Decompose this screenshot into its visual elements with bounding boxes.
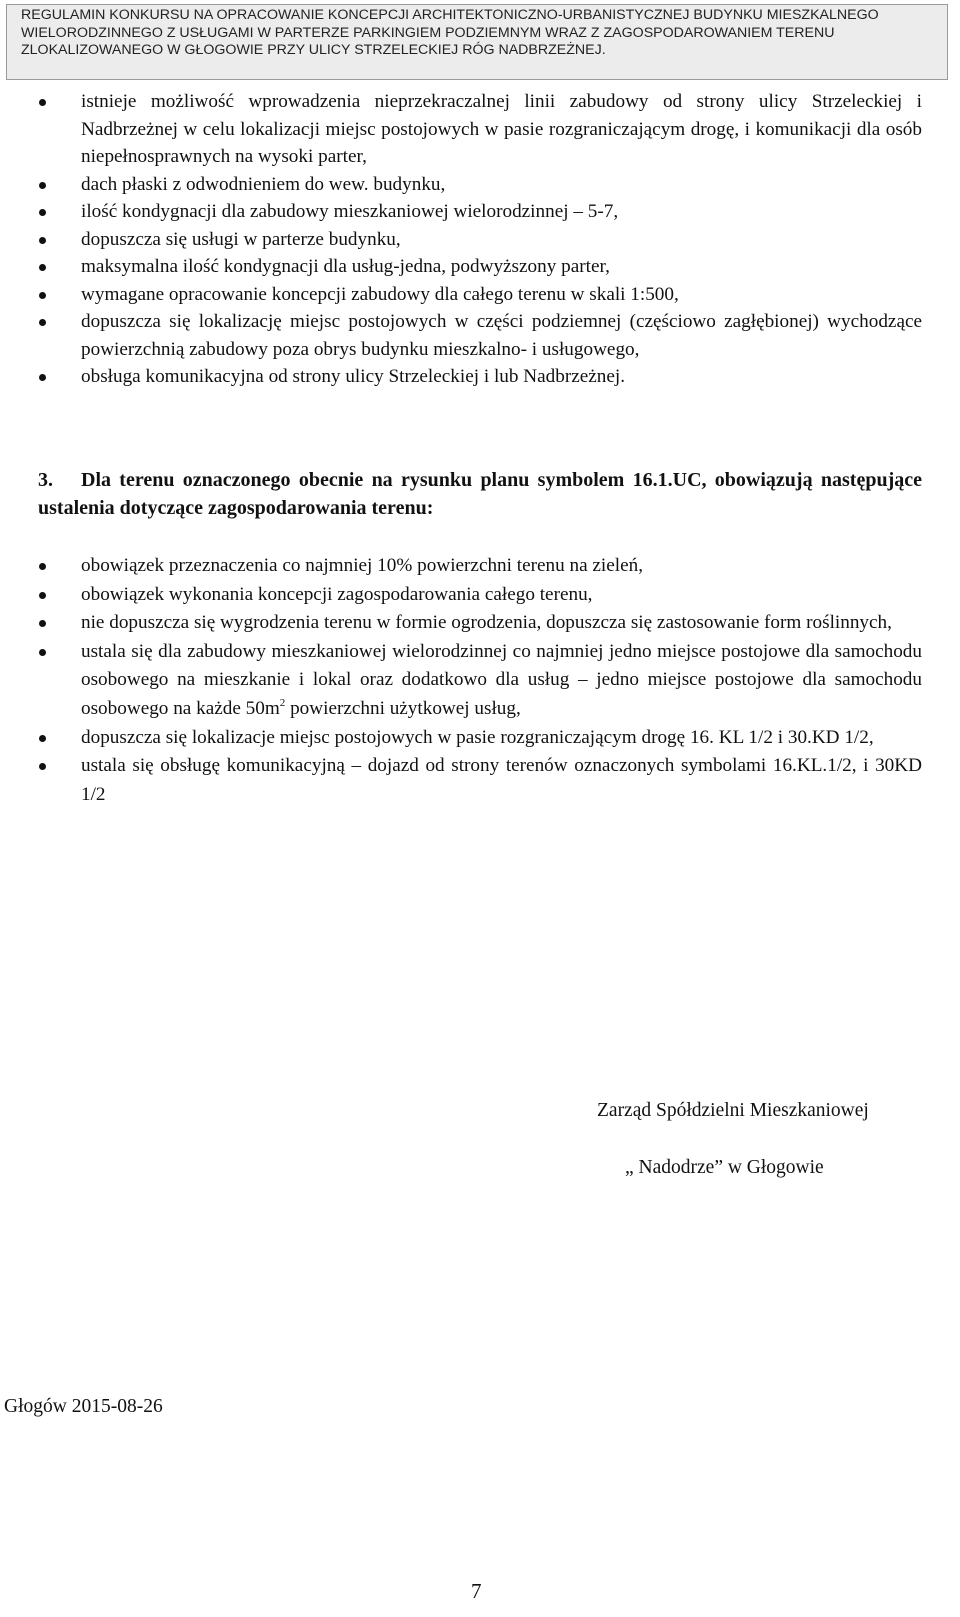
signature-line-2: „ Nadodrze” w Głogowie (625, 1157, 824, 1178)
list-item-text: dopuszcza się lokalizacje miejsc postojowych w pasie rozgraniczającym drogę 16. KL 1/2 i 30.KD 1/2, (81, 726, 874, 748)
bullet-icon (39, 182, 46, 189)
document-date: Głogów 2015-08-26 (4, 1396, 163, 1417)
list-item (0, 638, 960, 724)
superscript: 2 (279, 696, 286, 709)
list-item-text: obsługa komunikacyjna od strony ulicy Strzeleckiej i lub Nadbrzeżnej. (81, 366, 626, 387)
list-item-text-tail: powierzchni użytkowej usług, (285, 697, 521, 719)
header-text: REGULAMIN KONKURSU NA OPRACOWANIE KONCEPCJI ARCHITEKTONICZNO-URBANISTYCZNEJ BUDYNKU MIESZKALNEGO WIELORODZINNEGO Z USŁUGAMI W PARTERZE PARKINGIEM PODZIEMNYM WRAZ Z ZAGOSPODAROWANIEM TERENU ZLOKALIZOWANEGO W GŁOGOWIE PRZY ULICY STRZELECKIEJ RÓG NADBRZEŻNEJ. (21, 7, 879, 58)
list-item (0, 281, 960, 309)
bullet-icon (39, 374, 46, 381)
list-item (0, 253, 960, 281)
list-item (0, 198, 960, 226)
list-item (0, 171, 960, 199)
bullet-icon (39, 649, 46, 656)
list-item (0, 363, 960, 391)
list-item (0, 552, 960, 581)
bullet-icon (39, 264, 46, 271)
list-item-text: obowiązek przeznaczenia co najmniej 10% powierzchni terenu na zieleń, (81, 555, 644, 576)
section-number: 3. (38, 469, 53, 491)
bullet-icon (39, 763, 46, 770)
requirements-list (0, 88, 960, 391)
list-item-text: wymagane opracowanie koncepcji zabudowy dla całego terenu w skali 1:500, (81, 283, 679, 305)
section-3-list (0, 552, 960, 809)
bullet-icon (39, 592, 46, 599)
section-3-block (0, 552, 960, 809)
section-heading (38, 466, 922, 522)
list-item (0, 752, 960, 809)
bullet-icon (39, 99, 46, 106)
bullet-icon (39, 292, 46, 299)
bullet-icon (39, 563, 46, 570)
bullet-icon (39, 209, 46, 216)
list-item-text: ustala się dla zabudowy mieszkaniowej wielorodzinnej co najmniej jedno miejsce postojowe dla samochodu osobowego na mieszkanie i lokal oraz dodatkowo dla usług – jedno miejsce postojowe dla samochodu osobowego na każde 50m (81, 640, 922, 719)
list-item-text: maksymalna ilość kondygnacji dla usług-jedna, podwyższony parter, (81, 256, 610, 277)
list-item (0, 226, 960, 254)
list-item-text: ilość kondygnacji dla zabudowy mieszkaniowej wielorodzinnej – 5-7, (81, 201, 619, 222)
list-item (0, 581, 960, 610)
page-number: 7 (471, 1579, 482, 1603)
list-item-text: dach płaski z odwodnieniem do wew. budynku, (81, 173, 446, 195)
bullet-icon (39, 237, 46, 244)
content-block (0, 88, 960, 391)
bullet-icon (39, 620, 46, 627)
document-header (6, 4, 948, 80)
list-item (0, 88, 960, 171)
list-item-text: nie dopuszcza się wygrodzenia terenu w formie ogrodzenia, dopuszcza się zastosowanie form roślinnych, (81, 612, 892, 634)
list-item (0, 308, 960, 363)
list-item-text: dopuszcza się lokalizację miejsc postojowych w części podziemnej (częściowo zagłębionej) wychodzące powierzchnią zabudowy poza obrys budynku mieszkalno- i usługowego, (81, 311, 922, 360)
bullet-icon (39, 319, 46, 326)
list-item-text: obowiązek wykonania koncepcji zagospodarowania całego terenu, (81, 583, 593, 605)
list-item-text: istnieje możliwość wprowadzenia nieprzekraczalnej linii zabudowy od strony ulicy Strzeleckiej i Nadbrzeżnej w celu lokalizacji miejsc postojowych w pasie rozgraniczającym drogę, i komunikacji dla osób niepełnosprawnych na wysoki parter, (81, 91, 922, 167)
list-item (0, 724, 960, 753)
section-heading-text: Dla terenu oznaczonego obecnie na rysunku planu symbolem 16.1.UC, obowiązują następujące ustalenia dotyczące zagospodarowania terenu: (38, 469, 922, 519)
signature-line-1: Zarząd Spółdzielni Mieszkaniowej (597, 1100, 869, 1121)
list-item (0, 609, 960, 638)
list-item-text: ustala się obsługę komunikacyjną – dojazd od strony terenów oznaczonych symbolami 16.KL.1/2, i 30KD 1/2 (81, 755, 922, 805)
bullet-icon (39, 735, 46, 742)
list-item-text: dopuszcza się usługi w parterze budynku, (81, 228, 401, 250)
